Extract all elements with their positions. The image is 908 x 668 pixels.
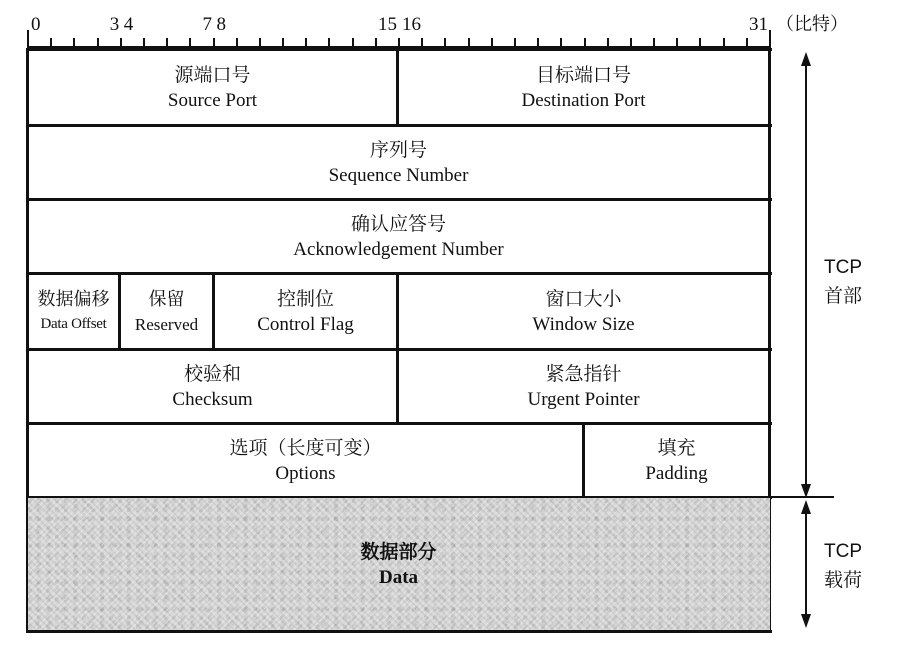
ruler-tick [607,38,609,48]
tcp-payload-label [808,538,878,594]
field-sequence-number [29,127,768,198]
ruler-label-15: 15 [378,14,397,35]
urgent-pointer-zh: 紧急指针 [545,362,622,385]
ruler-tick [746,38,748,48]
field-data-offset [29,275,118,348]
destination-port-en: Destination Port [521,89,646,111]
ruler-unit-label: （比特） [776,14,848,35]
checksum-zh: 校验和 [183,362,241,385]
ruler-tick [491,38,493,48]
ruler-tick [213,38,215,48]
frame-bottom [26,630,772,633]
ruler-label-16: 16 [402,14,421,35]
ruler-tick [97,38,99,48]
ruler-tick [143,38,145,48]
source-port-en: Source Port [167,89,258,111]
ruler-tick [676,38,678,48]
padding-zh: 填充 [657,436,696,459]
ruler-tick [27,30,29,48]
ruler-tick [259,38,261,48]
checksum-en: Checksum [172,388,253,410]
ruler-tick [352,38,354,48]
ruler-tick [723,38,725,48]
ruler-tick [560,38,562,48]
options-zh: 选项（长度可变） [229,436,382,459]
ruler-tick [375,38,377,48]
ruler-tick [398,38,400,48]
window-size-en: Window Size [532,313,635,335]
ruler-tick [189,38,191,48]
data-en: Data [378,566,419,588]
field-destination-port [399,51,768,124]
data-zh: 数据部分 [360,540,437,563]
ruler-tick [769,30,771,48]
reserved-zh: 保留 [148,288,185,310]
ruler-tick [282,38,284,48]
options-en: Options [275,462,336,484]
sequence-number-zh: 序列号 [369,138,427,161]
field-window-size [399,275,768,348]
ruler-label-8: 8 [216,14,226,35]
control-flag-zh: 控制位 [276,287,334,310]
ruler-label-0: 0 [31,14,41,35]
field-options [29,425,582,496]
sequence-number-en: Sequence Number [328,164,469,186]
field-padding [585,425,768,496]
tcp-header-label-line2: 首部 [823,285,862,307]
ruler-tick [514,38,516,48]
ruler-tick [305,38,307,48]
ruler-tick [537,38,539,48]
data-offset-zh: 数据偏移 [37,288,110,310]
ruler-tick [653,38,655,48]
ack-number-en: Acknowledgement Number [293,238,504,260]
ruler-tick [630,38,632,48]
ruler-tick [421,38,423,48]
destination-port-zh: 目标端口号 [535,63,631,86]
ruler-tick [468,38,470,48]
tcp-payload-label-line2: 载荷 [823,569,862,591]
source-port-zh: 源端口号 [174,63,251,86]
padding-en: Padding [645,462,708,484]
tcp-header-label [808,254,878,310]
urgent-pointer-en: Urgent Pointer [527,388,640,410]
reserved-en: Reserved [134,314,199,334]
ruler-tick [584,38,586,48]
ruler-label-31: 31 [749,14,768,35]
ruler-tick [328,38,330,48]
field-control-flag [215,275,396,348]
ruler-tick [444,38,446,48]
tcp-payload-label-line1: TCP [824,541,862,562]
ruler-label-3: 3 [109,14,120,35]
ruler-label-7: 7 [202,14,212,35]
tcp-header-label-line1: TCP [824,257,862,278]
data-offset-en: Data Offset [40,315,107,332]
window-size-zh: 窗口大小 [545,287,622,310]
field-reserved [121,275,212,348]
field-source-port [29,51,396,124]
ruler-tick [50,38,52,48]
ruler-label-4: 4 [123,14,134,35]
ruler-tick [699,38,701,48]
ack-number-zh: 确认应答号 [350,212,446,235]
field-urgent-pointer [399,351,768,422]
field-checksum [29,351,396,422]
field-data [29,499,768,630]
ruler-tick [120,38,122,48]
control-flag-en: Control Flag [257,313,354,335]
ruler-tick [73,38,75,48]
ruler-tick [166,38,168,48]
header-payload-divider [772,496,834,498]
field-ack-number [29,201,768,272]
ruler-tick [236,38,238,48]
